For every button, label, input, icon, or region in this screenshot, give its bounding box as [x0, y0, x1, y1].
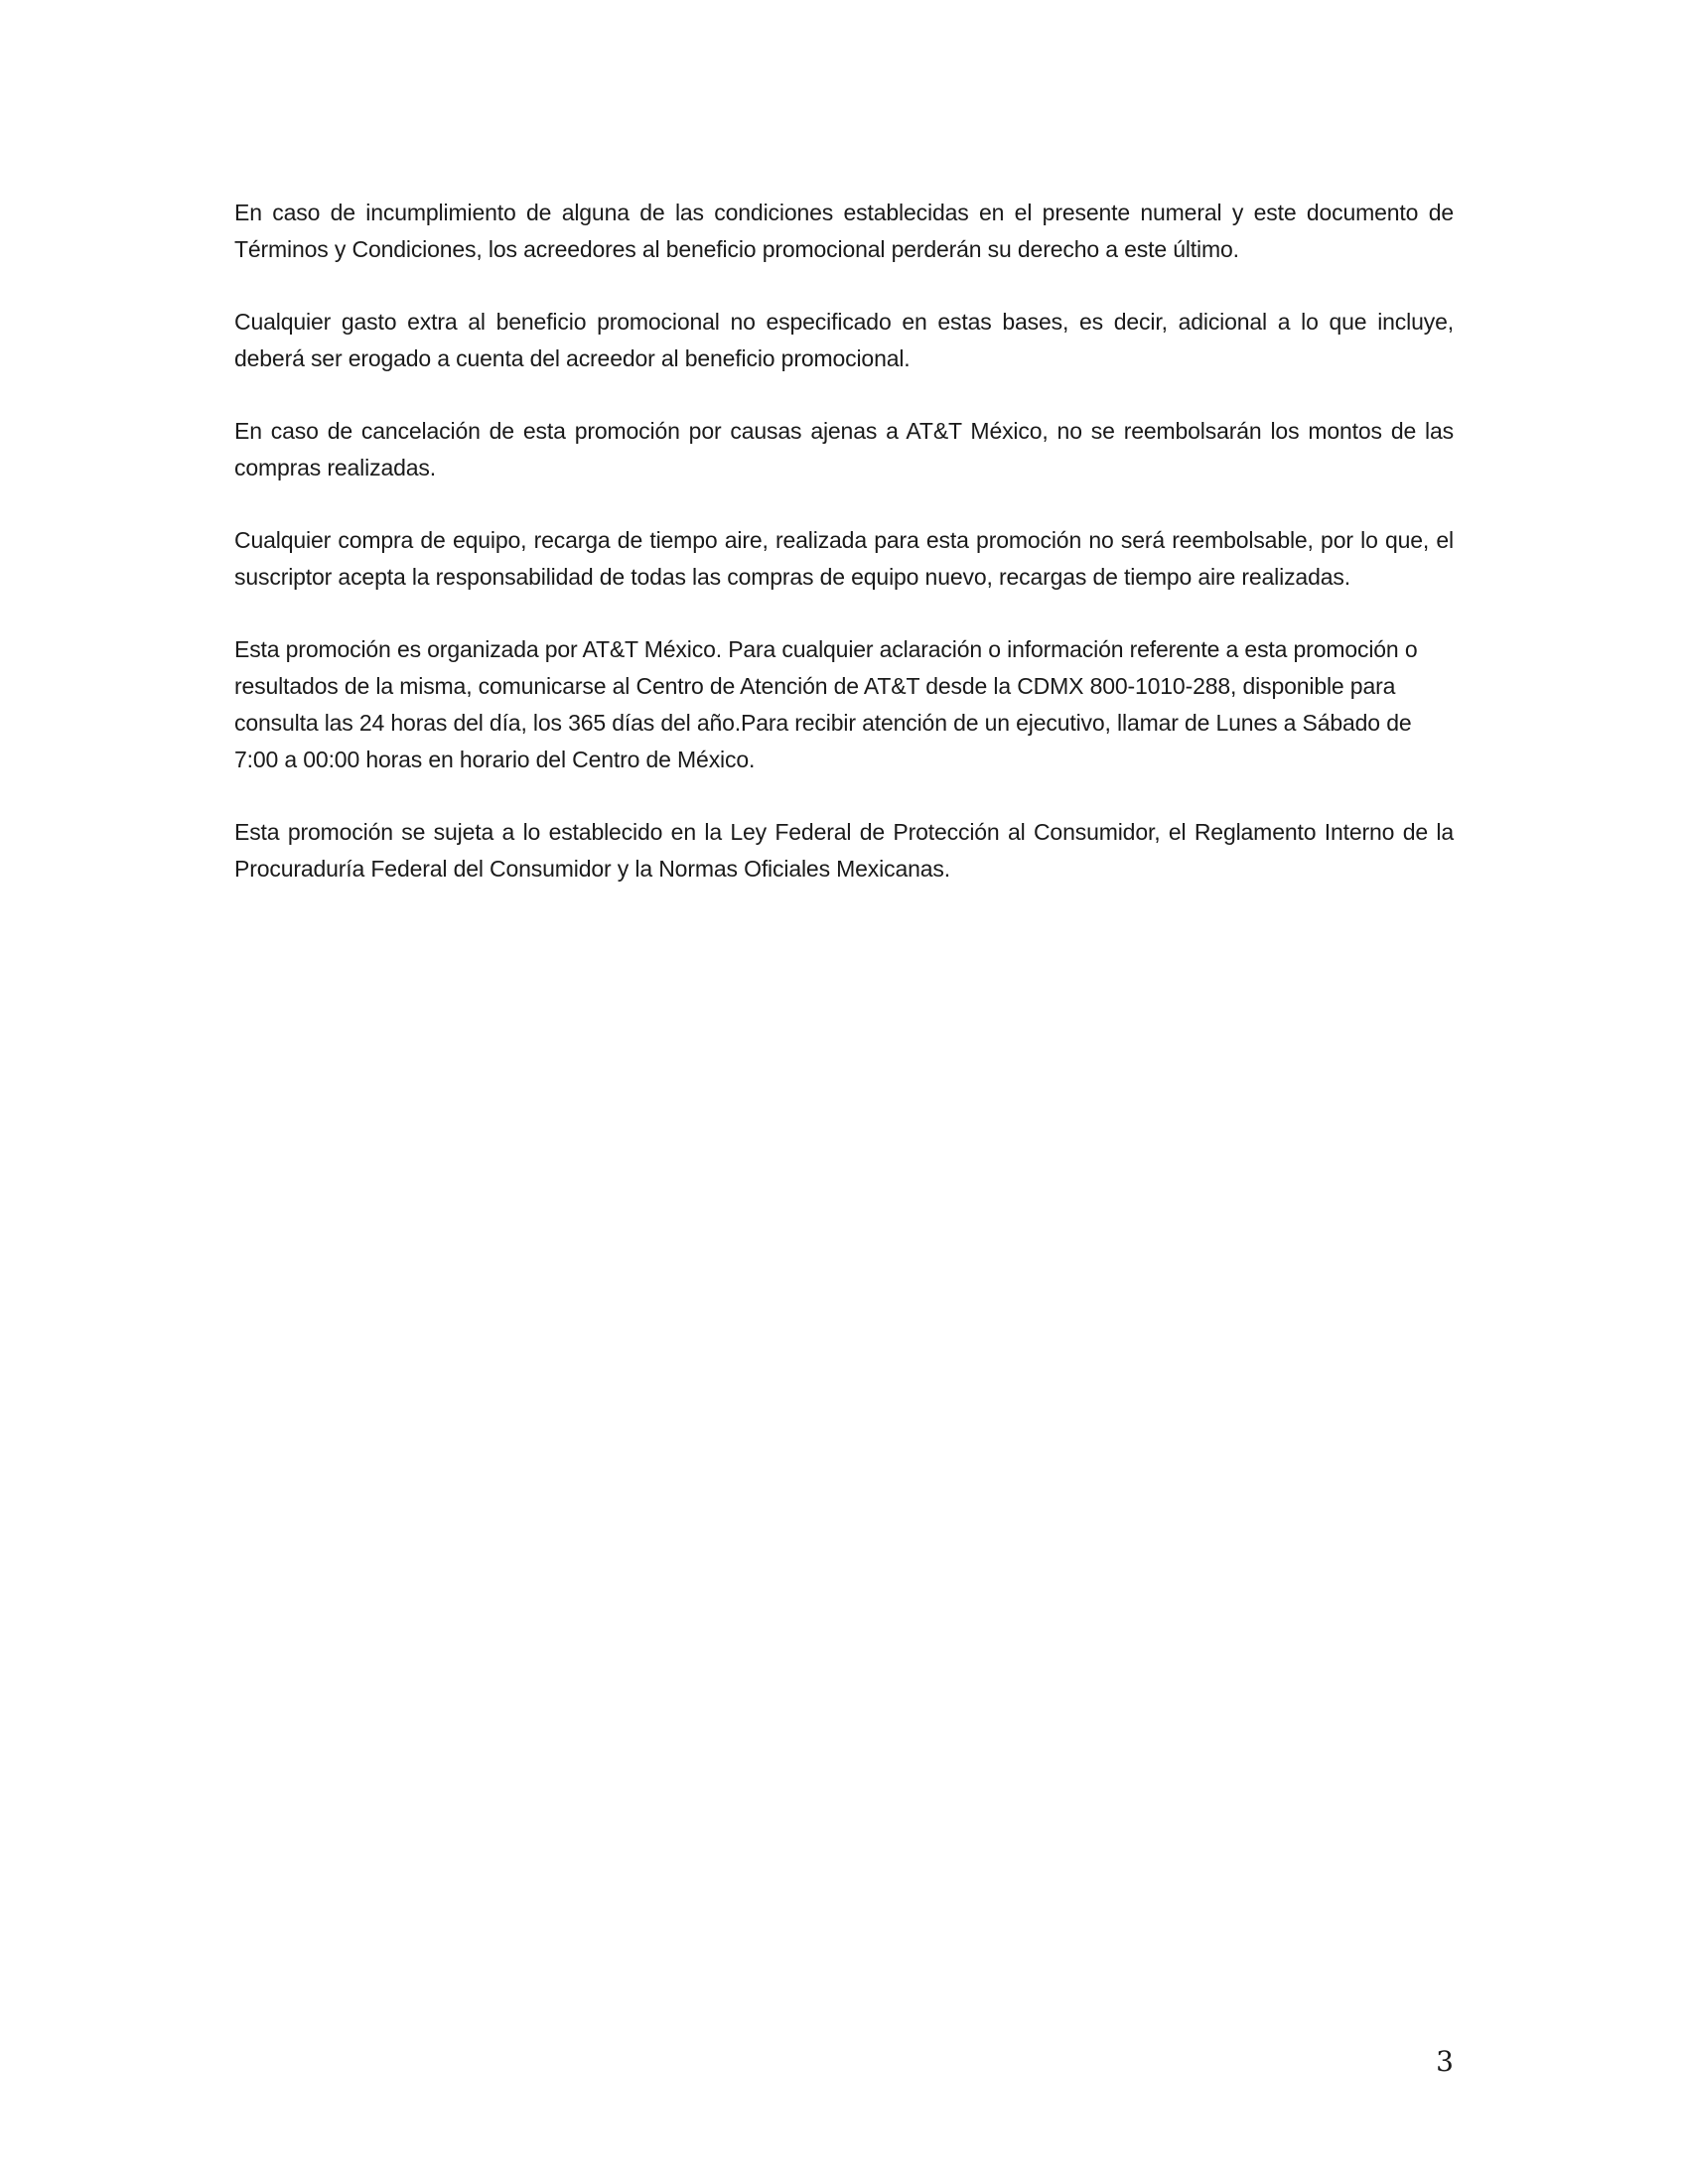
- paragraph-organizador: Esta promoción es organizada por AT&T México. Para cualquier aclaración o información referente a esta promoción o resultados de la misma, comunicarse al Centro de Atención de AT&T desde la CDMX 800-1010-288, disponible para consulta las 24 horas del día, los 365 días del año.Para recibir atención de un ejecutivo, llamar de Lunes a Sábado de 7:00 a 00:00 horas en horario del Centro de México.: [234, 636, 1418, 772]
- paragraph-incumplimiento: En caso de incumplimiento de alguna de las condiciones establecidas en el presente numeral y este documento de Términos y Condiciones, los acreedores al beneficio promocional perderán su derecho a este último.: [234, 200, 1454, 262]
- page-number: 3: [1436, 2045, 1454, 2078]
- paragraph-compra-equipo: Cualquier compra de equipo, recarga de tiempo aire, realizada para esta promoción no será reembolsable, por lo que, el suscriptor acepta la responsabilidad de todas las compras de equipo nuevo, recargas de tiempo aire realizadas.: [234, 527, 1454, 590]
- document-body: [234, 195, 1454, 923]
- paragraph-gasto-extra: Cualquier gasto extra al beneficio promocional no especificado en estas bases, es decir, adicional a lo que incluye, deberá ser erogado a cuenta del acreedor al beneficio promocional.: [234, 309, 1454, 371]
- paragraph-ley-federal: Esta promoción se sujeta a lo establecido en la Ley Federal de Protección al Consumidor, el Reglamento Interno de la Procuraduría Federal del Consumidor y la Normas Oficiales Mexicanas.: [234, 819, 1454, 882]
- paragraph-cancelacion: En caso de cancelación de esta promoción por causas ajenas a AT&T México, no se reembolsarán los montos de las compras realizadas.: [234, 418, 1454, 480]
